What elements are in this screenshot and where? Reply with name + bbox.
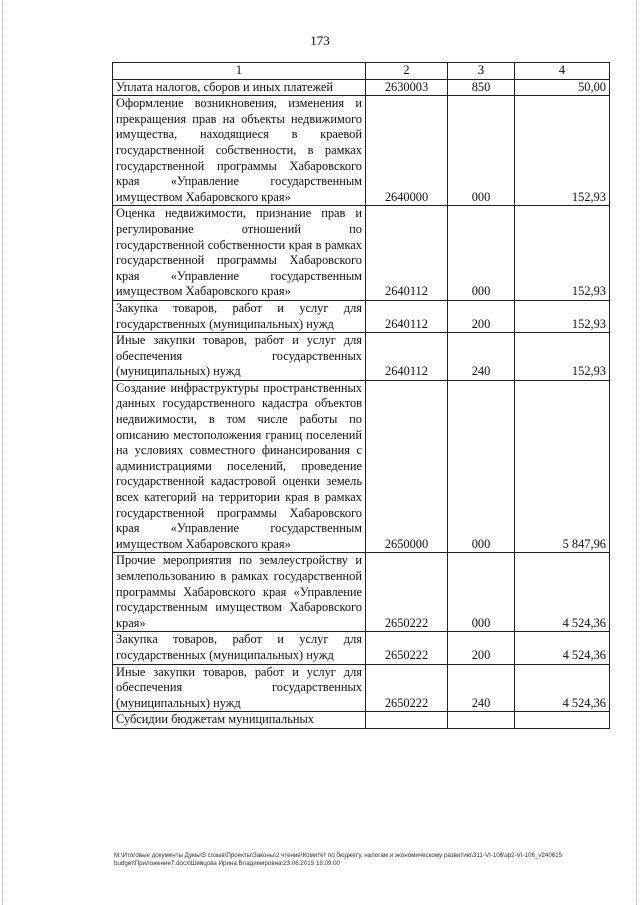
row-code: 2640112	[366, 300, 448, 332]
column-header-3: 3	[448, 63, 515, 80]
scan-edge-left	[2, 0, 4, 905]
table-row	[113, 79, 610, 96]
row-name: Закупка товаров, работ и услуг для государственных (муниципальных) нужд	[113, 632, 366, 664]
row-amount: 152,93	[515, 96, 610, 206]
row-type: 850	[448, 79, 515, 96]
row-type	[448, 712, 515, 729]
column-header-1: 1	[113, 63, 366, 80]
table-row	[113, 333, 610, 381]
row-type: 240	[448, 333, 515, 381]
row-name: Иные закупки товаров, работ и услуг для обеспечения государственных (муниципальных) нужд	[113, 664, 366, 712]
row-code: 2650222	[366, 632, 448, 664]
row-amount: 152,93	[515, 333, 610, 381]
row-amount: 4 524,36	[515, 553, 610, 632]
row-name: Создание инфраструктуры пространственных данных государственного кадастра объектов недвижимости, в том числе работы по описанию местоположения границ поселений на условиях совместного финансирования с администрациями поселений, проведение государственной кадастровой оценки земель всех категорий на территории края в рамках государственной программы Хабаровского края «Управление государственным имуществом Хабаровского края»	[113, 380, 366, 553]
row-amount: 152,93	[515, 206, 610, 301]
row-code: 2640000	[366, 96, 448, 206]
row-type: 000	[448, 380, 515, 553]
row-name: Прочие мероприятия по землеустройству и землепользованию в рамках государственной программы Хабаровского края «Управление государственным имуществом Хабаровского края»	[113, 553, 366, 632]
row-code: 2650000	[366, 380, 448, 553]
page-number: 173	[310, 33, 330, 48]
row-type: 000	[448, 206, 515, 301]
row-name: Уплата налогов, сборов и иных платежей	[113, 79, 366, 96]
row-code: 2630003	[366, 79, 448, 96]
column-header-2: 2	[366, 63, 448, 80]
table-row	[113, 380, 610, 553]
budget-table	[112, 62, 610, 729]
row-code: 2650222	[366, 664, 448, 712]
row-code: 2650222	[366, 553, 448, 632]
row-amount: 4 524,36	[515, 632, 610, 664]
row-type: 200	[448, 632, 515, 664]
row-name: Оформление возникновения, изменения и прекращения прав на объекты недвижимого имущества, находящиеся в краевой государственной собственности, в рамках государственной программы Хабаровского края «Управление государственным имуществом Хабаровского края»	[113, 96, 366, 206]
row-name: Закупка товаров, работ и услуг для государственных (муниципальных) нужд	[113, 300, 366, 332]
row-type: 000	[448, 96, 515, 206]
table-row	[113, 206, 610, 301]
table-row	[113, 664, 610, 712]
row-code: 2640112	[366, 333, 448, 381]
row-code	[366, 712, 448, 729]
row-type: 240	[448, 664, 515, 712]
row-type: 000	[448, 553, 515, 632]
table-header-row	[113, 63, 610, 80]
table-row	[113, 96, 610, 206]
scan-edge-right	[636, 0, 638, 905]
row-type: 200	[448, 300, 515, 332]
table-row	[113, 300, 610, 332]
row-amount: 4 524,36	[515, 664, 610, 712]
table-row	[113, 712, 610, 729]
row-name: Оценка недвижимости, признание прав и регулирование отношений по государственной собственности края в рамках государственной программы Хабаровского края «Управление государственным имуществом Хабаровского края»	[113, 206, 366, 301]
column-header-4: 4	[515, 63, 610, 80]
row-code: 2640112	[366, 206, 448, 301]
row-amount	[515, 712, 610, 729]
row-amount: 50,00	[515, 79, 610, 96]
row-amount: 152,93	[515, 300, 610, 332]
row-name: Субсидии бюджетам муниципальных	[113, 712, 366, 729]
row-name: Иные закупки товаров, работ и услуг для обеспечения государственных (муниципальных) нужд	[113, 333, 366, 381]
table-row	[113, 632, 610, 664]
document-footer-path: M:\Итоговые документы Думы\5 созыв\Проекты\Законы\2 чтение\Комитет по бюджету, налогам и экономическому развитию\311-VI-106\зр2-VI-106_v240615 budget\Приложение7.docx\Шевцова Ирина Владимировна\23.06.2015 18:09:00	[114, 852, 563, 867]
row-amount: 5 847,96	[515, 380, 610, 553]
table-row	[113, 553, 610, 632]
